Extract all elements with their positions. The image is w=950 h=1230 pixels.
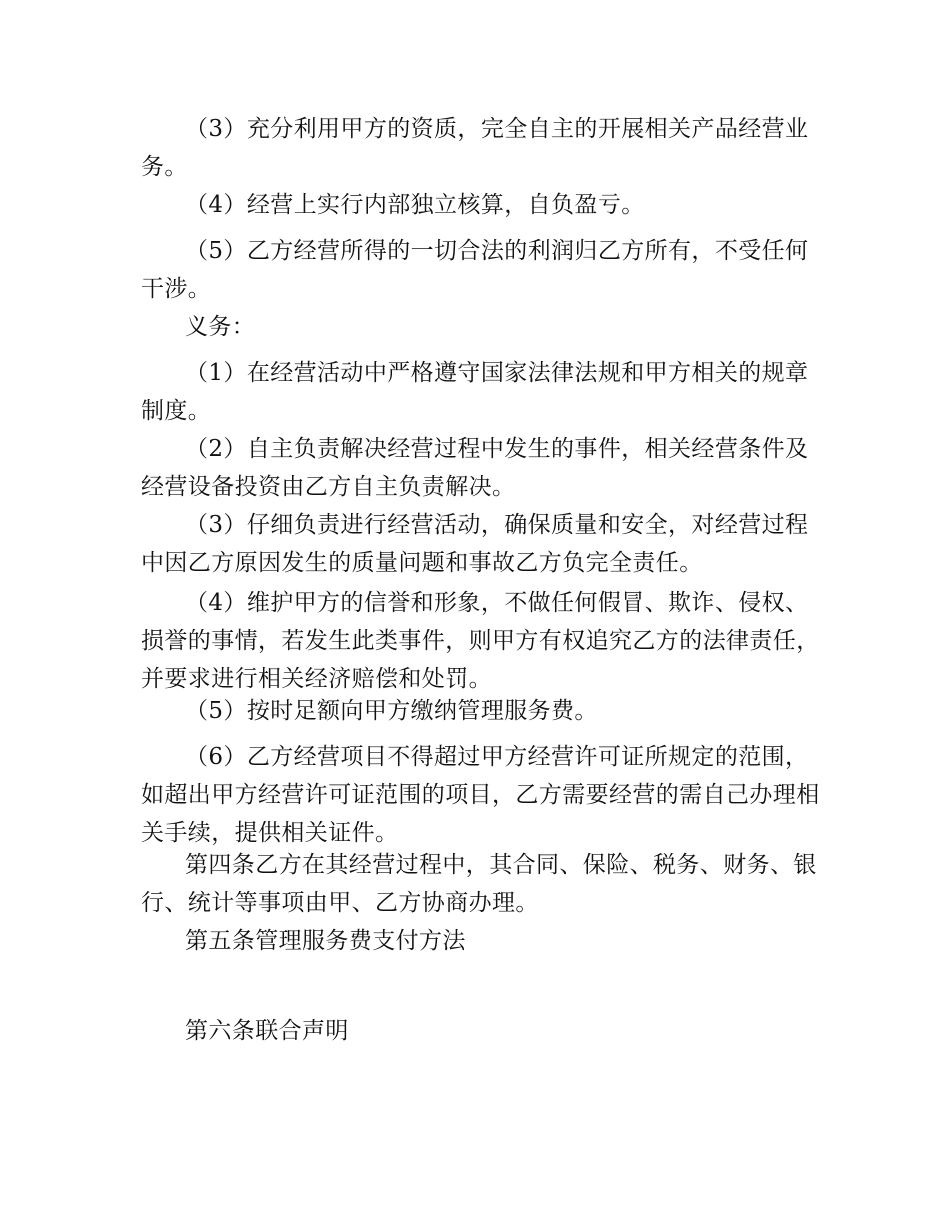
paragraph-right-4: （4）经营上实行内部独立核算，自负盈亏。	[185, 192, 645, 218]
paragraph-duty-6: （6）乙方经营项目不得超过甲方经营许可证所规定的范围，如超出甲方经营许可证范围的项目，乙方需要经营的需自己办理相关手续，提供相关证件。	[141, 744, 820, 846]
paragraph-duty-2: （2）自主负责解决经营过程中发生的事件，相关经营条件及经营设备投资由乙方自主负责解决。	[141, 436, 809, 500]
section-heading-obligations: 义务：	[185, 314, 256, 340]
paragraph-right-5: （5）乙方经营所得的一切合法的利润归乙方所有，不受任何干涉。	[141, 238, 809, 302]
article-4: 第四条乙方在其经营过程中，其合同、保险、税务、财务、银行、统计等事项由甲、乙方协商办理。	[141, 852, 817, 916]
paragraph-duty-1: （1）在经营活动中严格遵守国家法律法规和甲方相关的规章制度。	[141, 360, 809, 424]
paragraph-duty-4: （4）维护甲方的信誉和形象，不做任何假冒、欺诈、侵权、损誉的事情，若发生此类事件，则甲方有权追究乙方的法律责任，并要求进行相关经济赔偿和处罚。	[141, 590, 820, 692]
article-5-heading: 第五条管理服务费支付方法	[185, 928, 466, 954]
article-6-heading: 第六条联合声明	[185, 1018, 349, 1044]
paragraph-right-3: （3）充分利用甲方的资质，完全自主的开展相关产品经营业务。	[141, 116, 809, 180]
paragraph-duty-3: （3）仔细负责进行经营活动，确保质量和安全，对经营过程中因乙方原因发生的质量问题和事故乙方负完全责任。	[141, 512, 809, 576]
paragraph-duty-5: （5）按时足额向甲方缴纳管理服务费。	[185, 698, 598, 724]
